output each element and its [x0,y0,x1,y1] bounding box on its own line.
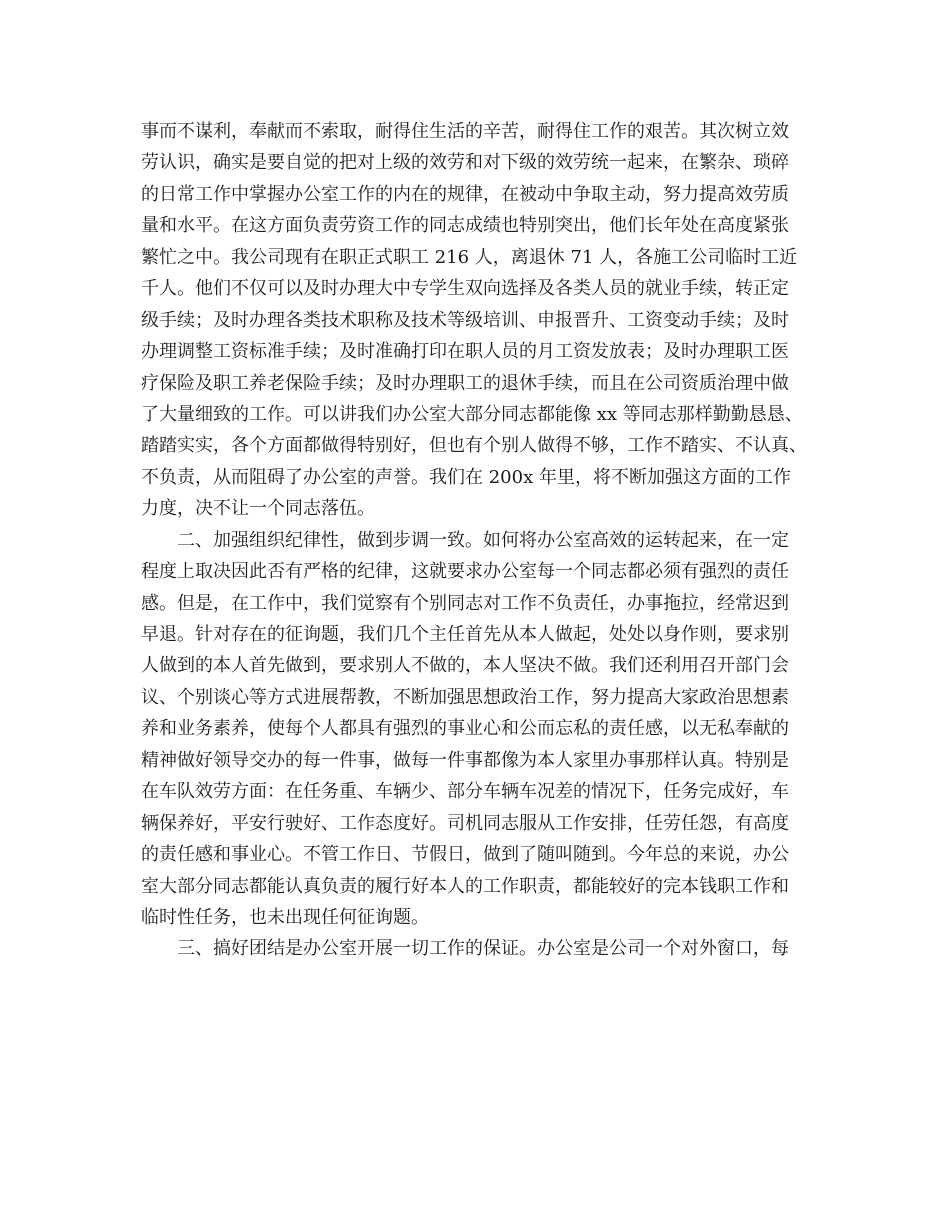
text-line: 踏踏实实，各个方面都做得特别好，但也有个别人做得不够，工作不踏实、不认真、 [141,435,807,457]
text-line: 早退。针对存在的征询题，我们几个主任首先从本人做起，处处以身作则，要求别 [141,624,789,645]
text-line: 室大部分同志都能认真负责的履行好本人的工作职责，都能较好的完本钱职工作和 [141,875,789,897]
text-line: 疗保险及职工养老保险手续；及时办理职工的退休手续，而且在公司资质治理中做 [141,372,789,394]
text-line: 办理调整工资标准手续；及时准确打印在职人员的月工资发放表；及时办理职工医 [141,341,789,363]
text-line: 感。但是，在工作中，我们觉察有个别同志对工作不负责任，办事拖拉，经常迟到 [141,592,789,614]
text-line: 辆保养好，平安行驶好、工作态度好。司机同志服从工作安排，任劳任怨，有高度 [141,812,789,834]
text-line: 议、个别谈心等方式进展帮教，不断加强思想政治工作，努力提高大家政治思想素 [141,686,789,708]
text-line: 劳认识，确实是要自觉的把对上级的效劳和对下级的效劳统一起来，在繁杂、琐碎 [141,152,789,174]
text-line: 的日常工作中掌握办公室工作的内在的规律，在被动中争取主动，努力提高效劳质 [141,183,789,205]
text-line: 千人。他们不仅可以及时办理大中专学生双向选择及各类人员的就业手续，转正定 [141,278,789,300]
paragraph-first-line: 二、加强组织纪律性，做到步调一致。如何将办公室高效的运转起来，在一定 [177,529,789,551]
text-line: 事而不谋利，奉献而不索取，耐得住生活的辛苦，耐得住工作的艰苦。其次树立效 [141,121,789,142]
text-line: 养和业务素养，使每个人都具有强烈的事业心和公而忘私的责任感，以无私奉献的 [141,718,789,740]
text-line: 繁忙之中。我公司现有在职正式职工 216 人，离退休 71 人，各施工公司临时工近 [141,246,798,268]
text-line: 级手续；及时办理各类技术职称及技术等级培训、申报晋升、工资变动手续；及时 [141,309,789,331]
text-line: 在车队效劳方面：在任务重、车辆少、部分车辆车况差的情况下，任务完成好，车 [141,781,789,803]
text-line: 的责任感和事业心。不管工作日、节假日，做到了随叫随到。今年总的来说，办公 [141,844,789,866]
text-line: 了大量细致的工作。可以讲我们办公室大部分同志都能像 xx 等同志那样勤勤恳恳、 [141,403,803,425]
document-body [141,116,831,965]
text-line: 临时性任务，也未出现任何征询题。 [141,906,429,928]
text-line: 力度，决不让一个同志落伍。 [141,498,375,520]
text-line: 量和水平。在这方面负责劳资工作的同志成绩也特别突出，他们长年处在高度紧张 [141,215,789,237]
text-line: 程度上取决因此否有严格的纪律，这就要求办公室每一个同志都必须有强烈的责任 [141,561,789,583]
text-line: 人做到的本人首先做到，要求别人不做的，本人坚决不做。我们还利用召开部门会 [141,655,789,677]
paragraph-first-line: 三、搞好团结是办公室开展一切工作的保证。办公室是公司一个对外窗口，每 [177,938,789,960]
text-line: 不负责，从而阻碍了办公室的声誉。我们在 200x 年里，将不断加强这方面的工作 [141,466,791,488]
text-line: 精神做好领导交办的每一件事，做每一件事都像为本人家里办事那样认真。特别是 [141,749,789,771]
